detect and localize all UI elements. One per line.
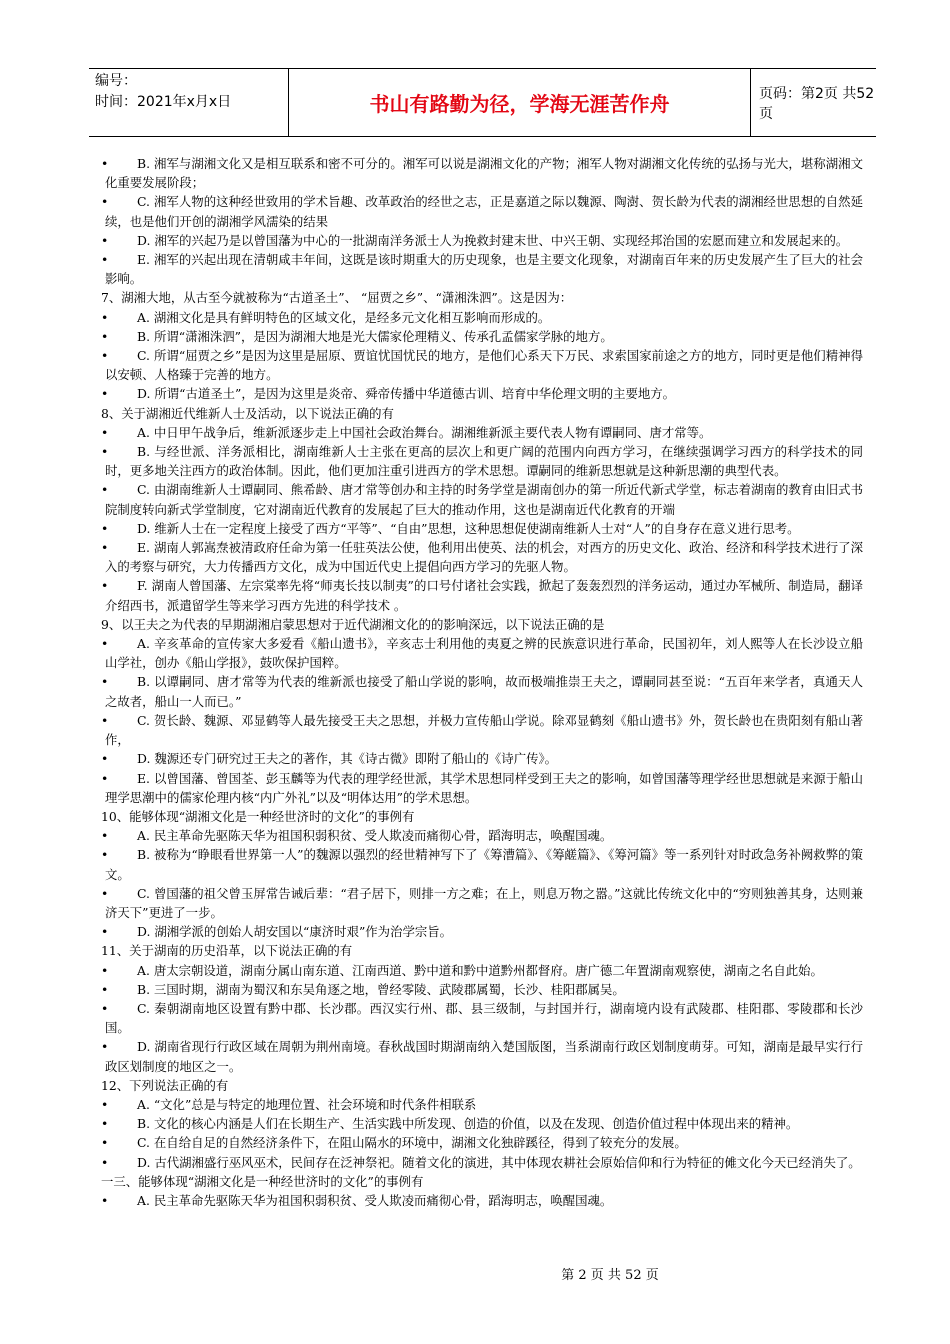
- header-page-info: 页码：第2页 共52页: [759, 85, 875, 122]
- bullet-icon: •: [101, 348, 109, 364]
- answer-option: [101, 922, 863, 941]
- answer-option: [101, 1153, 863, 1172]
- option-text: B. 与经世派、洋务派相比，湖南维新人士主张在更高的层次上和更广阔的范围内向西方学习，在继续强调学习西方的科学技术的同时，更多地关注西方的政治体制。因此，他们更加注重引进西方的学术思想。谭嗣同的维新思想就是这种新思潮的典型代表。: [105, 444, 863, 479]
- answer-option: [101, 423, 863, 442]
- answer-option: [101, 845, 863, 883]
- option-text: C. 贺长龄、魏源、邓显鹤等人最先接受王夫之思想，并极力宣传船山学说。除邓显鹤刻《船山遗书》外，贺长龄也在贵阳刻有船山著作，: [105, 712, 863, 748]
- option-text: F. 湖南人曾国藩、左宗棠率先将“师夷长技以制夷”的口号付诸社会实践，掀起了轰轰烈烈的洋务运动，通过办军械所、制造局，翻译介绍西书，派遣留学生等来学习西方先进的科学技术 。: [105, 578, 863, 613]
- option-text: E. 湖南人郭嵩焘被清政府任命为第一任驻英法公使，他利用出使英、法的机会，对西方的历史文化、政治、经济和科学技术进行了深入的考察与研究，大力传播西方文化，成为中国近代史上提倡向西方学习的先驱人物。: [105, 540, 863, 575]
- bullet-icon: •: [101, 674, 109, 690]
- option-text: B. 三国时期，湖南为蜀汉和东吴角逐之地，曾经零陵、武陵郡属蜀，长沙、桂阳郡属吴。: [137, 981, 625, 997]
- bullet-icon: •: [101, 156, 109, 171]
- answer-option: [101, 327, 863, 346]
- answer-option: [101, 346, 863, 384]
- bullet-icon: •: [101, 386, 109, 402]
- answer-option: [101, 1095, 863, 1114]
- option-text: D. 所谓“古道圣土”，是因为这里是炎帝、舜帝传播中华道德古训、培育中华伦理文明的主要地方。: [137, 386, 676, 402]
- option-text: C. 所谓“屈贾之乡”是因为这里是屈原、贾谊忧国忧民的地方，是他们心系天下万民、求索国家前途之方的地方，同时更是他们精神得以安顿、人格臻于完善的地方。: [105, 348, 863, 383]
- question-heading: 11、关于湖南的历史沿革，以下说法正确的有: [101, 943, 353, 959]
- footer-page-number: 第 2 页 共 52 页: [561, 1268, 659, 1283]
- bullet-icon: •: [101, 981, 109, 997]
- answer-option: [101, 672, 863, 710]
- answer-option: [101, 1114, 863, 1133]
- option-text: D. 湖南省现行行政区域在周朝为荆州南境。春秋战国时期湖南纳入楚国版图，当系湖南行政区划制度萌芽。可知，湖南是最早实行行政区划制度的地区之一。: [105, 1039, 863, 1074]
- option-text: E. 湘军的兴起出现在清朝咸丰年间，这既是该时期重大的历史现象，也是主要文化现象，对湖南百年来的历史发展产生了巨大的社会影响。: [105, 252, 863, 287]
- answer-option: [101, 576, 863, 614]
- answer-option: [101, 1037, 863, 1075]
- bullet-icon: •: [101, 520, 109, 536]
- bullet-icon: •: [101, 328, 109, 344]
- bullet-icon: •: [101, 962, 109, 978]
- bullet-icon: •: [101, 636, 109, 652]
- option-text: A. 民主革命先驱陈天华为祖国积弱积贫、受人欺凌而痛彻心骨，蹈海明志，唤醒国魂。: [137, 828, 613, 844]
- bullet-icon: •: [101, 885, 109, 901]
- option-text: B. 被称为“睁眼看世界第一人”的魏源以强烈的经世精神写下了《筹漕篇》、《筹鹾篇》、《筹河篇》等一系列针对时政急务补阙救弊的策文。: [105, 847, 863, 882]
- option-text: D. 古代湖湘盛行巫风巫术，民间存在泛神祭祀。随着文化的演进，其中体现农耕社会原始信仰和行为特征的傩文化今天已经消失了。: [137, 1154, 861, 1170]
- option-text: E. 以曾国藩、曾国荃、彭玉麟等为代表的理学经世派，其学术思想同样受到王夫之的影响，如曾国藩等理学经世思想就是来源于船山理学思潮中的儒家伦理内核“内广外礼”以及“明体达用”的学术思想。: [105, 770, 863, 805]
- answer-option: [101, 769, 863, 807]
- option-text: C. 由湖南维新人士谭嗣同、熊希龄、唐才常等创办和主持的时务学堂是湖南创办的第一所近代新式学堂，标志着湖南的教育由旧式书院制度转向新式学堂制度，它对湖南近代教育的发展起了巨大的推动作用，这也是湖南近代化教育的开端: [105, 482, 863, 517]
- bullet-icon: •: [101, 482, 109, 498]
- page-footer: [0, 1264, 950, 1283]
- option-text: C. 秦朝湖南地区设置有黔中郡、长沙郡。西汉实行州、郡、县三级制，与封国并行，湖南境内设有武陵郡、桂阳郡、零陵郡和长沙国。: [105, 1000, 863, 1036]
- bullet-icon: •: [101, 1192, 109, 1208]
- option-text: A. 中日甲午战争后，维新派逐步走上中国社会政治舞台。湖湘维新派主要代表人物有谭嗣同、唐才常等。: [137, 424, 712, 440]
- answer-option: [101, 308, 863, 327]
- answer-option: [101, 961, 863, 980]
- answer-option: [101, 1191, 863, 1210]
- option-text: D. 魏源还专门研究过王夫之的著作，其《诗古微》即附了船山的《诗广传》。: [137, 751, 558, 767]
- bullet-icon: •: [101, 578, 109, 594]
- option-text: B. 所谓“潇湘洙泗”，是因为湖湘大地是光大儒家伦理精义、传承孔孟儒家学脉的地方。: [137, 328, 613, 344]
- bullet-icon: •: [101, 847, 109, 863]
- option-text: C. 在自给自足的自然经济条件下，在阻山隔水的环境中，湖湘文化独辟蹊径，得到了较充分的发展。: [137, 1135, 687, 1151]
- bullet-icon: •: [101, 540, 109, 556]
- bullet-icon: •: [101, 309, 109, 325]
- answer-option: [101, 711, 863, 749]
- option-text: C. 湘军人物的这种经世致用的学术旨趣、改革政治的经世之志，正是嘉道之际以魏源、陶澍、贺长龄为代表的湖湘经世思想的自然延续，也是他们开创的湖湘学风濡染的结果: [105, 194, 863, 229]
- option-text: B. 以谭嗣同、唐才常等为代表的维新派也接受了船山学说的影响，故而极端推崇王夫之，谭嗣同甚至说：“五百年来学者，真通天人之故者，船山一人而已。”: [105, 674, 863, 709]
- question-heading: 一三、能够体现“湖湘文化是一种经世济时的文化”的事例有: [101, 1173, 424, 1189]
- answer-option: [101, 250, 863, 288]
- bullet-icon: •: [101, 1116, 109, 1132]
- bullet-icon: •: [101, 1000, 109, 1016]
- bullet-icon: •: [101, 252, 109, 268]
- bullet-icon: •: [101, 444, 109, 460]
- question-heading: 12、下列说法正确的有: [101, 1077, 229, 1093]
- answer-option: [101, 384, 863, 403]
- option-text: B. 文化的核心内涵是人们在长期生产、生活实践中所发现、创造的价值，以及在发现、创造价值过程中体现出来的精神。: [137, 1116, 799, 1132]
- answer-option: [101, 749, 863, 768]
- document-time-label: 时间：2021年x月x日: [95, 94, 232, 110]
- answer-option: [101, 884, 863, 922]
- header-meta: [95, 71, 285, 113]
- bullet-icon: •: [101, 1096, 109, 1112]
- option-text: A. 民主革命先驱陈天华为祖国积弱积贫、受人欺凌而痛彻心骨，蹈海明志，唤醒国魂。: [137, 1192, 613, 1208]
- bullet-icon: •: [101, 770, 109, 786]
- option-text: A. “文化”总是与特定的地理位置、社会环境和时代条件相联系: [137, 1096, 477, 1112]
- option-text: C. 曾国藩的祖父曾玉屏常告诫后辈：“君子居下，则排一方之难；在上，则息万物之嚣。”这就比传统文化中的“穷则独善其身，达则兼济天下”更进了一步。: [105, 885, 863, 920]
- bullet-icon: •: [101, 424, 109, 440]
- answer-option: [101, 231, 863, 250]
- bullet-icon: •: [101, 712, 109, 728]
- bullet-icon: •: [101, 1039, 109, 1055]
- answer-option: [101, 154, 863, 192]
- answer-option: [101, 519, 863, 538]
- answer-option: [101, 442, 863, 480]
- bullet-icon: •: [101, 1135, 109, 1151]
- bullet-icon: •: [101, 194, 109, 210]
- option-text: D. 维新人士在一定程度上接受了西方“平等”、“自由”思想，这种思想促使湖南维新人士对“人”的自身存在意义进行思考。: [137, 520, 800, 536]
- bullet-icon: •: [101, 828, 109, 844]
- answer-option: [101, 480, 863, 518]
- option-text: A. 湖湘文化是具有鲜明特色的区域文化，是经多元文化相互影响而形成的。: [137, 309, 551, 325]
- document-number-label: 编号：: [95, 73, 137, 89]
- answer-option: [101, 634, 863, 672]
- answer-option: [101, 980, 863, 999]
- bullet-icon: •: [101, 924, 109, 940]
- question-heading: 8、关于湖湘近代维新人士及活动，以下说法正确的有: [101, 405, 394, 421]
- answer-option: [101, 1133, 863, 1152]
- answer-option: [101, 192, 863, 230]
- bullet-icon: •: [101, 232, 109, 248]
- question-heading: 7、湖湘大地，从古至今就被称为“古道圣土”、 “屈贾之乡”、“潇湘洙泗”。这是因为：: [101, 290, 573, 306]
- question-heading: 10、能够体现“湖湘文化是一种经世济时的文化”的事例有: [101, 808, 415, 824]
- option-text: A. 辛亥革命的宣传家大多爱看《船山遗书》，辛亥志士利用他的夷夏之辨的民族意识进行革命，民国初年，刘人熙等人在长沙设立船山学社，创办《船山学报》，鼓吹保护国粹。: [105, 636, 863, 671]
- document-body: [101, 154, 863, 1210]
- question-heading: 9、以王夫之为代表的早期湖湘启蒙思想对于近代湖湘文化的的影响深远，以下说法正确的是: [101, 616, 605, 632]
- page-header: [89, 68, 876, 137]
- bullet-icon: •: [101, 751, 109, 767]
- option-text: D. 湘军的兴起乃是以曾国藩为中心的一批湖南洋务派士人为挽救封建末世、中兴王朝、实现经邦治国的宏愿而建立和发展起来的。: [137, 232, 849, 248]
- option-text: B. 湘军与湖湘文化又是相互联系和密不可分的。湘军可以说是湖湘文化的产物；湘军人物对湖湘文化传统的弘扬与光大，堪称湖湘文化重要发展阶段；: [105, 156, 863, 191]
- answer-option: [101, 538, 863, 576]
- option-text: A. 唐太宗朝设道，湖南分属山南东道、江南西道、黔中道和黔中道黔州都督府。唐广德二年置湖南观察使，湖南之名自此始。: [137, 962, 823, 978]
- header-motto: 书山有路勤为径，学海无涯苦作舟: [288, 69, 751, 136]
- answer-option: [101, 999, 863, 1037]
- option-text: D. 湖湘学派的创始人胡安国以“康济时艰”作为治学宗旨。: [137, 924, 453, 940]
- answer-option: [101, 826, 863, 845]
- bullet-icon: •: [101, 1154, 109, 1170]
